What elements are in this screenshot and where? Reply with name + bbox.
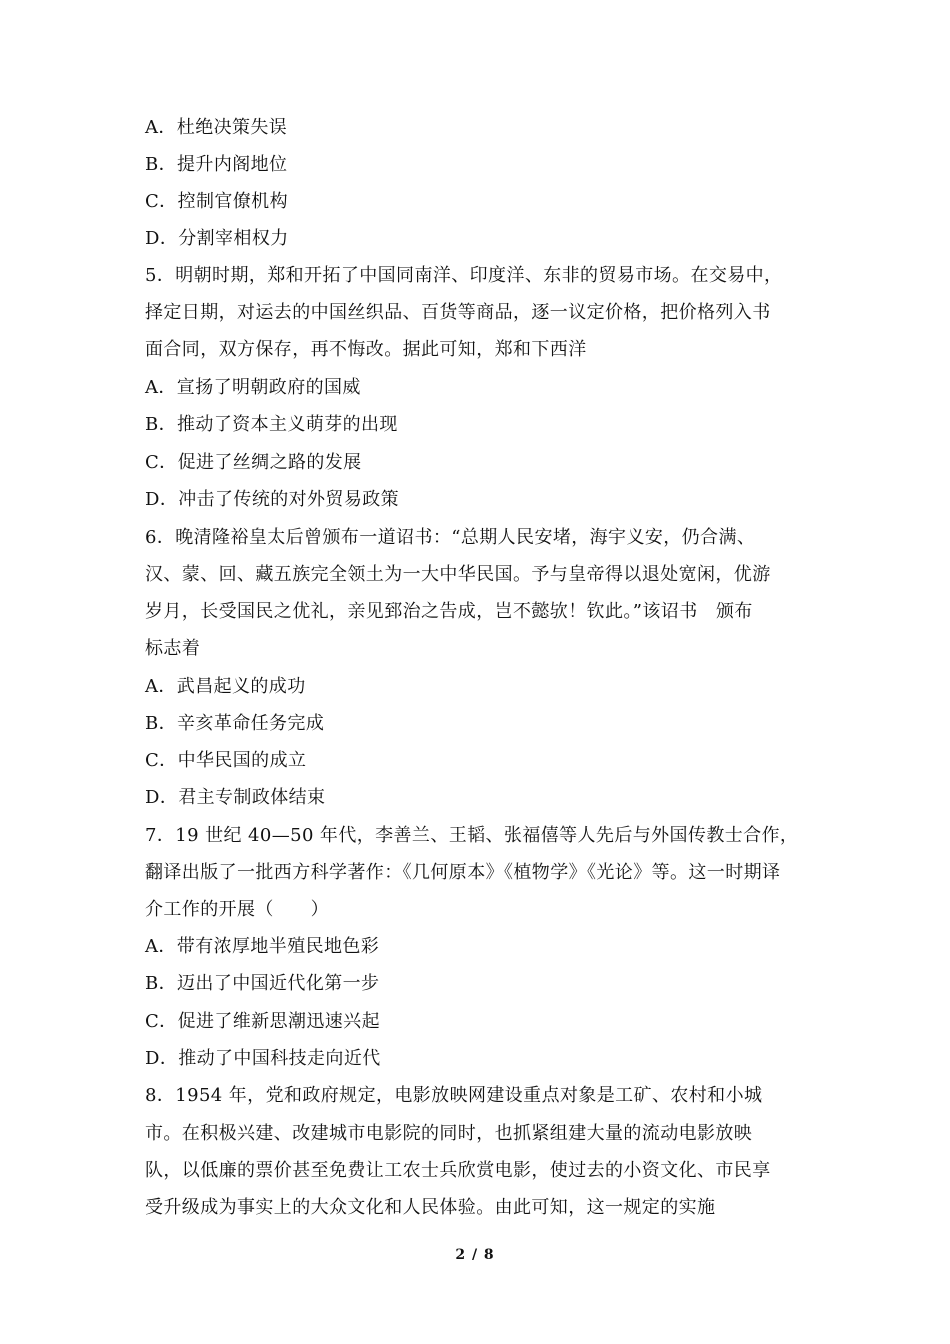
question-6-line: 6．晚清隆裕皇太后曾颁布一道诏书：“总期人民安堵，海宇义安，仍合满、	[145, 527, 756, 548]
option-line: C．中华民国的成立	[145, 750, 307, 771]
option-line: D．分割宰相权力	[145, 228, 289, 249]
question-6-line: 汉、蒙、回、藏五族完全领土为一大中华民国。予与皇帝得以退处宽闲，优游	[145, 564, 771, 585]
question-8-line: 受升级成为事实上的大众文化和人民体验。由此可知，这一规定的实施	[145, 1197, 716, 1218]
option-line: A．武昌起义的成功	[145, 676, 306, 697]
question-6-line: 标志着	[145, 638, 201, 659]
option-line: C．促进了丝绸之路的发展	[145, 452, 362, 473]
option-line: B．迈出了中国近代化第一步	[145, 973, 380, 994]
option-line: B．提升内阁地位	[145, 154, 288, 175]
option-line: A．杜绝决策失误	[145, 117, 288, 138]
question-7-line: 翻译出版了一批西方科学著作：《几何原本》《植物学》《光论》等。这一时期译	[145, 862, 781, 883]
option-line: D．推动了中国科技走向近代	[145, 1048, 381, 1069]
page-number: 2 / 8	[455, 1247, 495, 1263]
question-6-line: 岁月，长受国民之优礼，亲见郅治之告成，岂不懿欤！钦此。”该诏书 颁布	[145, 601, 753, 622]
question-5-line: 择定日期，对运去的中国丝织品、百货等商品，逐一议定价格，把价格列入书	[145, 302, 771, 323]
question-8-line: 队，以低廉的票价甚至免费让工农士兵欣赏电影，使过去的小资文化、市民享	[145, 1160, 771, 1181]
question-7-line: 介工作的开展（ ）	[145, 899, 329, 920]
question-8-line: 8．1954 年，党和政府规定，电影放映网建设重点对象是工矿、农村和小城	[145, 1085, 763, 1106]
option-line: C．控制官僚机构	[145, 191, 288, 212]
option-line: C．促进了维新思潮迅速兴起	[145, 1011, 380, 1032]
question-8-line: 市。在积极兴建、改建城市电影院的同时，也抓紧组建大量的流动电影放映	[145, 1123, 753, 1144]
option-line: A．宣扬了明朝政府的国威	[145, 377, 361, 398]
option-line: A．带有浓厚地半殖民地色彩	[145, 936, 380, 957]
question-5-line: 面合同，双方保存，再不悔改。据此可知，郑和下西洋	[145, 339, 587, 360]
question-7-line: 7．19 世纪 40—50 年代，李善兰、王韬、张福僖等人先后与外国传教士合作，	[145, 825, 799, 846]
option-line: B．辛亥革命任务完成	[145, 713, 325, 734]
question-5-line: 5．明朝时期，郑和开拓了中国同南洋、印度洋、东非的贸易市场。在交易中，	[145, 265, 783, 286]
option-line: D．君主专制政体结束	[145, 787, 326, 808]
option-line: B．推动了资本主义萌芽的出现	[145, 414, 398, 435]
option-line: D．冲击了传统的对外贸易政策	[145, 489, 400, 510]
